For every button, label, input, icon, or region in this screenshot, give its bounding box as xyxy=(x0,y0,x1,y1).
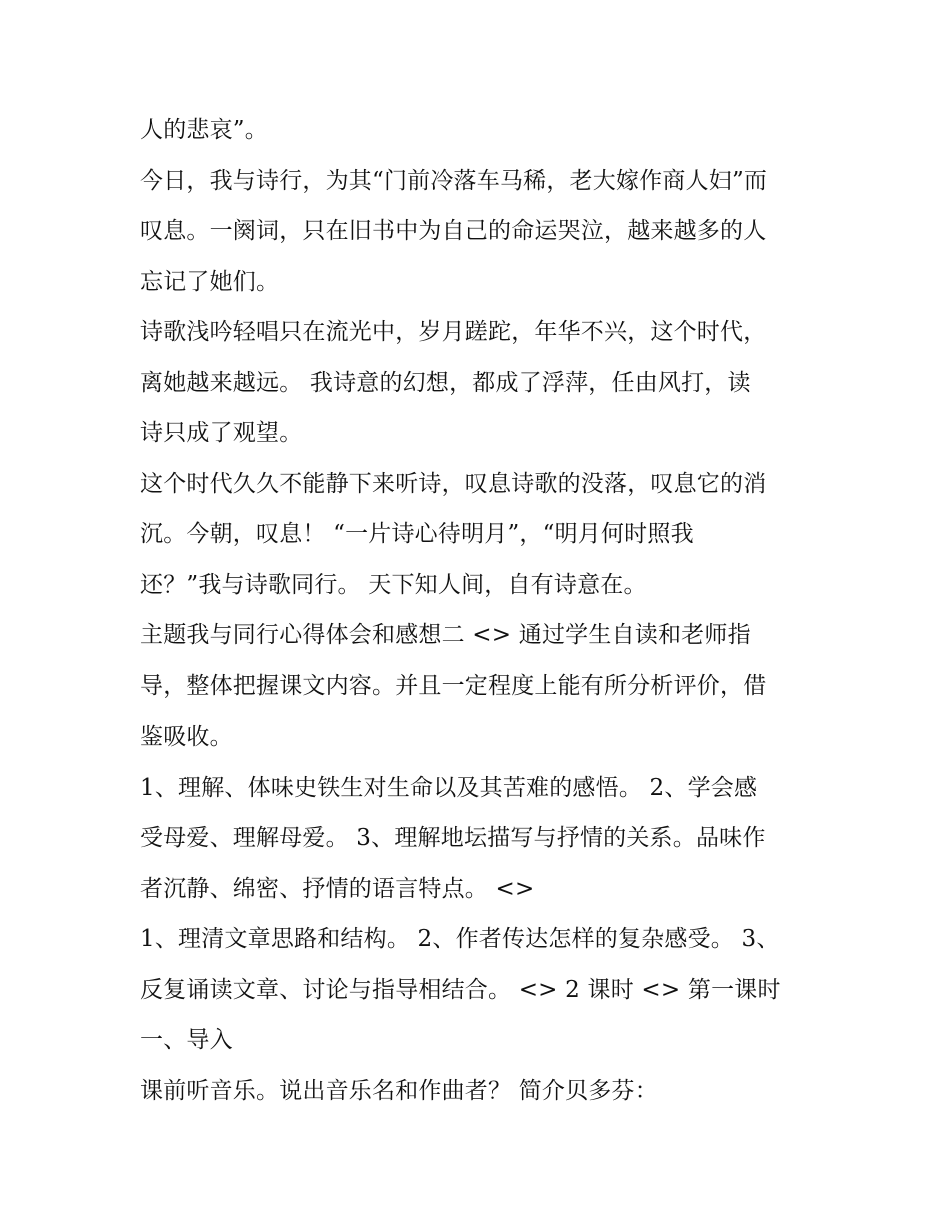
text-line: 诗歌浅吟轻唱只在流光中，岁月蹉跎，年华不兴，这个时代， xyxy=(140,319,767,345)
text-line: 还？”我与诗歌同行。 天下知人间，自有诗意在。 xyxy=(140,572,647,598)
text-line: 今日，我与诗行，为其“门前冷落车马稀，老大嫁作商人妇”而 xyxy=(140,168,768,194)
text-line: 沉。今朝，叹息！ “一片诗心待明月”，“明月何时照我 xyxy=(140,521,694,547)
text-line: 1、理清文章思路和结构。 2、作者传达怎样的复杂感受。 3、 xyxy=(140,926,780,952)
text-line: 受母爱、理解母爱。 3、理解地坛描写与抒情的关系。品味作 xyxy=(140,825,766,851)
text-line: 课前听音乐。说出音乐名和作曲者？ 简介贝多芬： xyxy=(140,1078,658,1104)
section-heading: 一、导入 xyxy=(140,1027,233,1053)
text-line: 这个时代久久不能静下来听诗，叹息诗歌的没落，叹息它的消 xyxy=(140,471,767,497)
text-line: 离她越来越远。 我诗意的幻想，都成了浮萍，任由风打，读 xyxy=(140,370,751,396)
text-line: 诗只成了观望。 xyxy=(140,420,303,446)
text-line: 人的悲哀”。 xyxy=(140,117,268,143)
text-line: 反复诵读文章、讨论与指导相结合。 <> 2 课时 <> 第一课时 xyxy=(140,977,781,1003)
text-line: 忘记了她们。 xyxy=(140,269,280,295)
text-line: 1、理解、体味史铁生对生命以及其苦难的感悟。 2、学会感 xyxy=(140,775,758,801)
text-line: 主题我与同行心得体会和感想二 <> 通过学生自读和老师指 xyxy=(140,622,751,648)
text-line: 者沉静、绵密、抒情的语言特点。 <> xyxy=(140,876,535,902)
text-line: 叹息。一阕词，只在旧书中为自己的命运哭泣，越来越多的人 xyxy=(140,218,767,244)
text-line: 鉴吸收。 xyxy=(140,724,233,750)
text-line: 导，整体把握课文内容。并且一定程度上能有所分析评价，借 xyxy=(140,673,767,699)
